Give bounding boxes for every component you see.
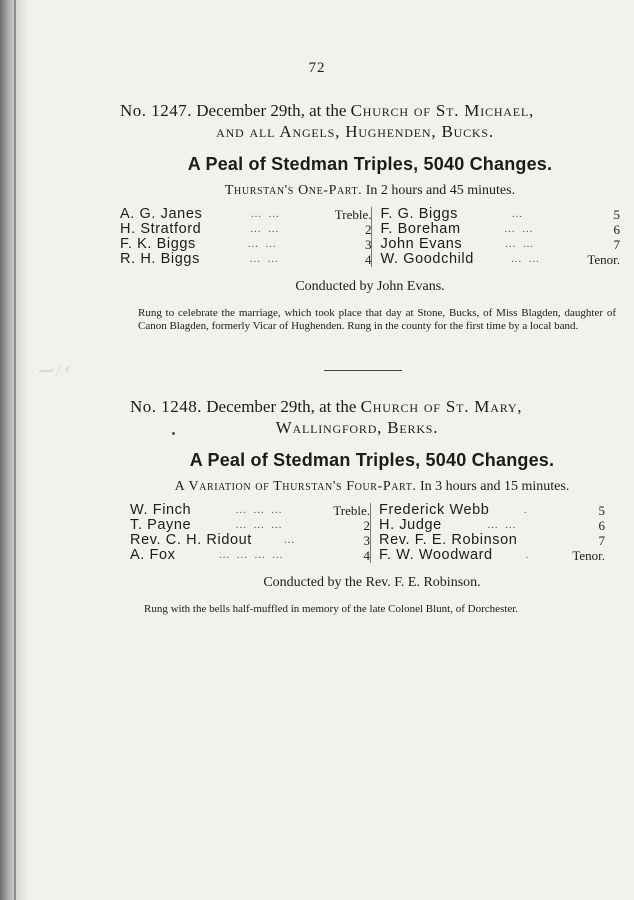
section-divider: [324, 370, 402, 371]
peal-footnote: Rung to celebrate the marriage, which took place that day at Stone, Bucks, of Miss Blagden, daughter of Canon Blagden, formerly Vicar of Hughenden. Rung in the county for the first time by a local band.: [138, 307, 616, 332]
ringer-name: H. Stratford: [120, 221, 202, 237]
peal-method: [120, 183, 620, 199]
ringer-row: [380, 222, 620, 237]
ringer-name: W. Finch: [130, 502, 192, 518]
binding-edge: [14, 0, 16, 900]
composition: A Variation of Thurstan's Four-Part.: [174, 479, 417, 494]
peal-number: No. 1247.: [120, 101, 193, 120]
ringer-row: [120, 237, 371, 252]
ringer-row: [120, 207, 371, 222]
bell-number: 5: [598, 503, 605, 518]
ringer-name: F. K. Biggs: [120, 236, 196, 252]
page-number: 72: [308, 60, 326, 76]
ringers-left-column: [130, 503, 370, 563]
ringer-name: Frederick Webb: [379, 502, 490, 518]
bell-number: 6: [598, 518, 605, 533]
bell-number: 3: [363, 533, 370, 548]
church-location: Wallingford, Berks.: [275, 418, 439, 437]
ringer-row: [130, 503, 370, 518]
peal-number: No. 1248.: [130, 397, 203, 416]
peal-record-1248: [130, 396, 614, 616]
ringer-row: [380, 252, 620, 267]
ringer-name: F. Boreham: [380, 221, 461, 237]
leader-dots: … …: [504, 238, 536, 250]
leader-dots: … …: [247, 238, 279, 250]
faint-pencil-mark: ⁓ ⁄ ⸗: [37, 359, 72, 382]
duration: In 2 hours and 45 minutes.: [365, 183, 516, 198]
bell-number: 2: [363, 518, 370, 533]
peal-title: A Peal of Stedman Triples, 5040 Changes.: [187, 154, 553, 174]
church-name: Church of St. Michael,: [350, 101, 535, 120]
bell-number: 4: [363, 548, 370, 563]
ringer-row: [379, 503, 605, 518]
ringer-row: [130, 548, 370, 563]
ringer-row: [379, 533, 605, 548]
peal-heading: [130, 396, 614, 417]
peal-title: A Peal of Stedman Triples, 5040 Changes.: [189, 450, 555, 470]
bell-number: Tenor.: [587, 252, 620, 267]
leader-dots: … …: [510, 253, 542, 265]
leader-dots: …: [511, 208, 525, 220]
ringer-name: F. G. Biggs: [380, 206, 458, 222]
peal-method: [130, 479, 614, 495]
leader-dots: [517, 533, 563, 548]
ringer-row: [380, 207, 620, 222]
ringer-name: H. Judge: [379, 517, 442, 533]
bell-number: 5: [613, 207, 620, 222]
peal-footnote: Rung with the bells half-muffled in memory of the late Colonel Blunt, of Dorchester.: [144, 603, 519, 615]
bell-number: 4: [364, 252, 372, 267]
leader-dots: … … … …: [218, 549, 285, 561]
leader-dots: … … …: [235, 504, 284, 516]
ringer-name: John Evans: [380, 236, 463, 252]
ringers-left-column: [120, 207, 371, 267]
leader-dots: …: [283, 534, 297, 546]
ringer-name: Rev. C. H. Ridout: [130, 532, 252, 548]
leader-dots: … …: [250, 208, 282, 220]
ringer-name: R. H. Biggs: [120, 251, 200, 267]
ringer-row: [120, 222, 371, 237]
leader-dots: … …: [503, 223, 535, 235]
peal-date: December 29th, at the: [196, 101, 347, 120]
bell-number: 7: [598, 533, 605, 548]
leader-dots: … …: [250, 223, 281, 235]
leader-dots: … … …: [235, 519, 284, 531]
bell-number: Treble.: [333, 503, 370, 518]
ringer-name: A. Fox: [130, 547, 176, 563]
ringers-right-column: [371, 503, 605, 563]
ringer-row: [379, 548, 605, 563]
ringer-name: Rev. F. E. Robinson: [379, 532, 518, 548]
bell-number: Treble.: [334, 207, 372, 222]
bell-number: 3: [364, 237, 372, 252]
bell-number: Tenor.: [572, 548, 605, 563]
ringer-row: [379, 518, 605, 533]
conductor-line: Conducted by the Rev. F. E. Robinson.: [263, 575, 481, 590]
duration: In 3 hours and 15 minutes.: [420, 479, 570, 494]
peal-heading: [120, 100, 620, 121]
ringers-table: [120, 207, 620, 267]
ringer-row: [120, 252, 371, 267]
bell-number: 7: [613, 237, 620, 252]
bell-number: 2: [364, 222, 372, 237]
church-name: Church of St. Mary,: [360, 397, 523, 416]
ringer-name: W. Goodchild: [380, 251, 474, 267]
leader-dots: .: [523, 504, 529, 516]
conductor-line: Conducted by John Evans.: [295, 279, 445, 294]
ringers-right-column: [372, 207, 620, 267]
church-location: and all Angels, Hughenden, Bucks.: [216, 122, 494, 141]
ringer-row: [130, 518, 370, 533]
composition: Thurstan's One-Part.: [224, 183, 363, 198]
ringer-name: T. Payne: [130, 517, 192, 533]
ringer-name: F. W. Woodward: [379, 547, 493, 563]
ringer-row: [130, 533, 370, 548]
bell-number: 6: [613, 222, 620, 237]
leader-dots: … …: [487, 519, 518, 531]
leader-dots: .: [525, 549, 531, 561]
ringers-table: [130, 503, 614, 563]
ringer-row: [380, 237, 620, 252]
peal-date: December 29th, at the: [206, 397, 357, 416]
peal-record-1247: [120, 100, 620, 333]
ringer-name: A. G. Janes: [120, 206, 203, 222]
leader-dots: … …: [249, 253, 281, 265]
